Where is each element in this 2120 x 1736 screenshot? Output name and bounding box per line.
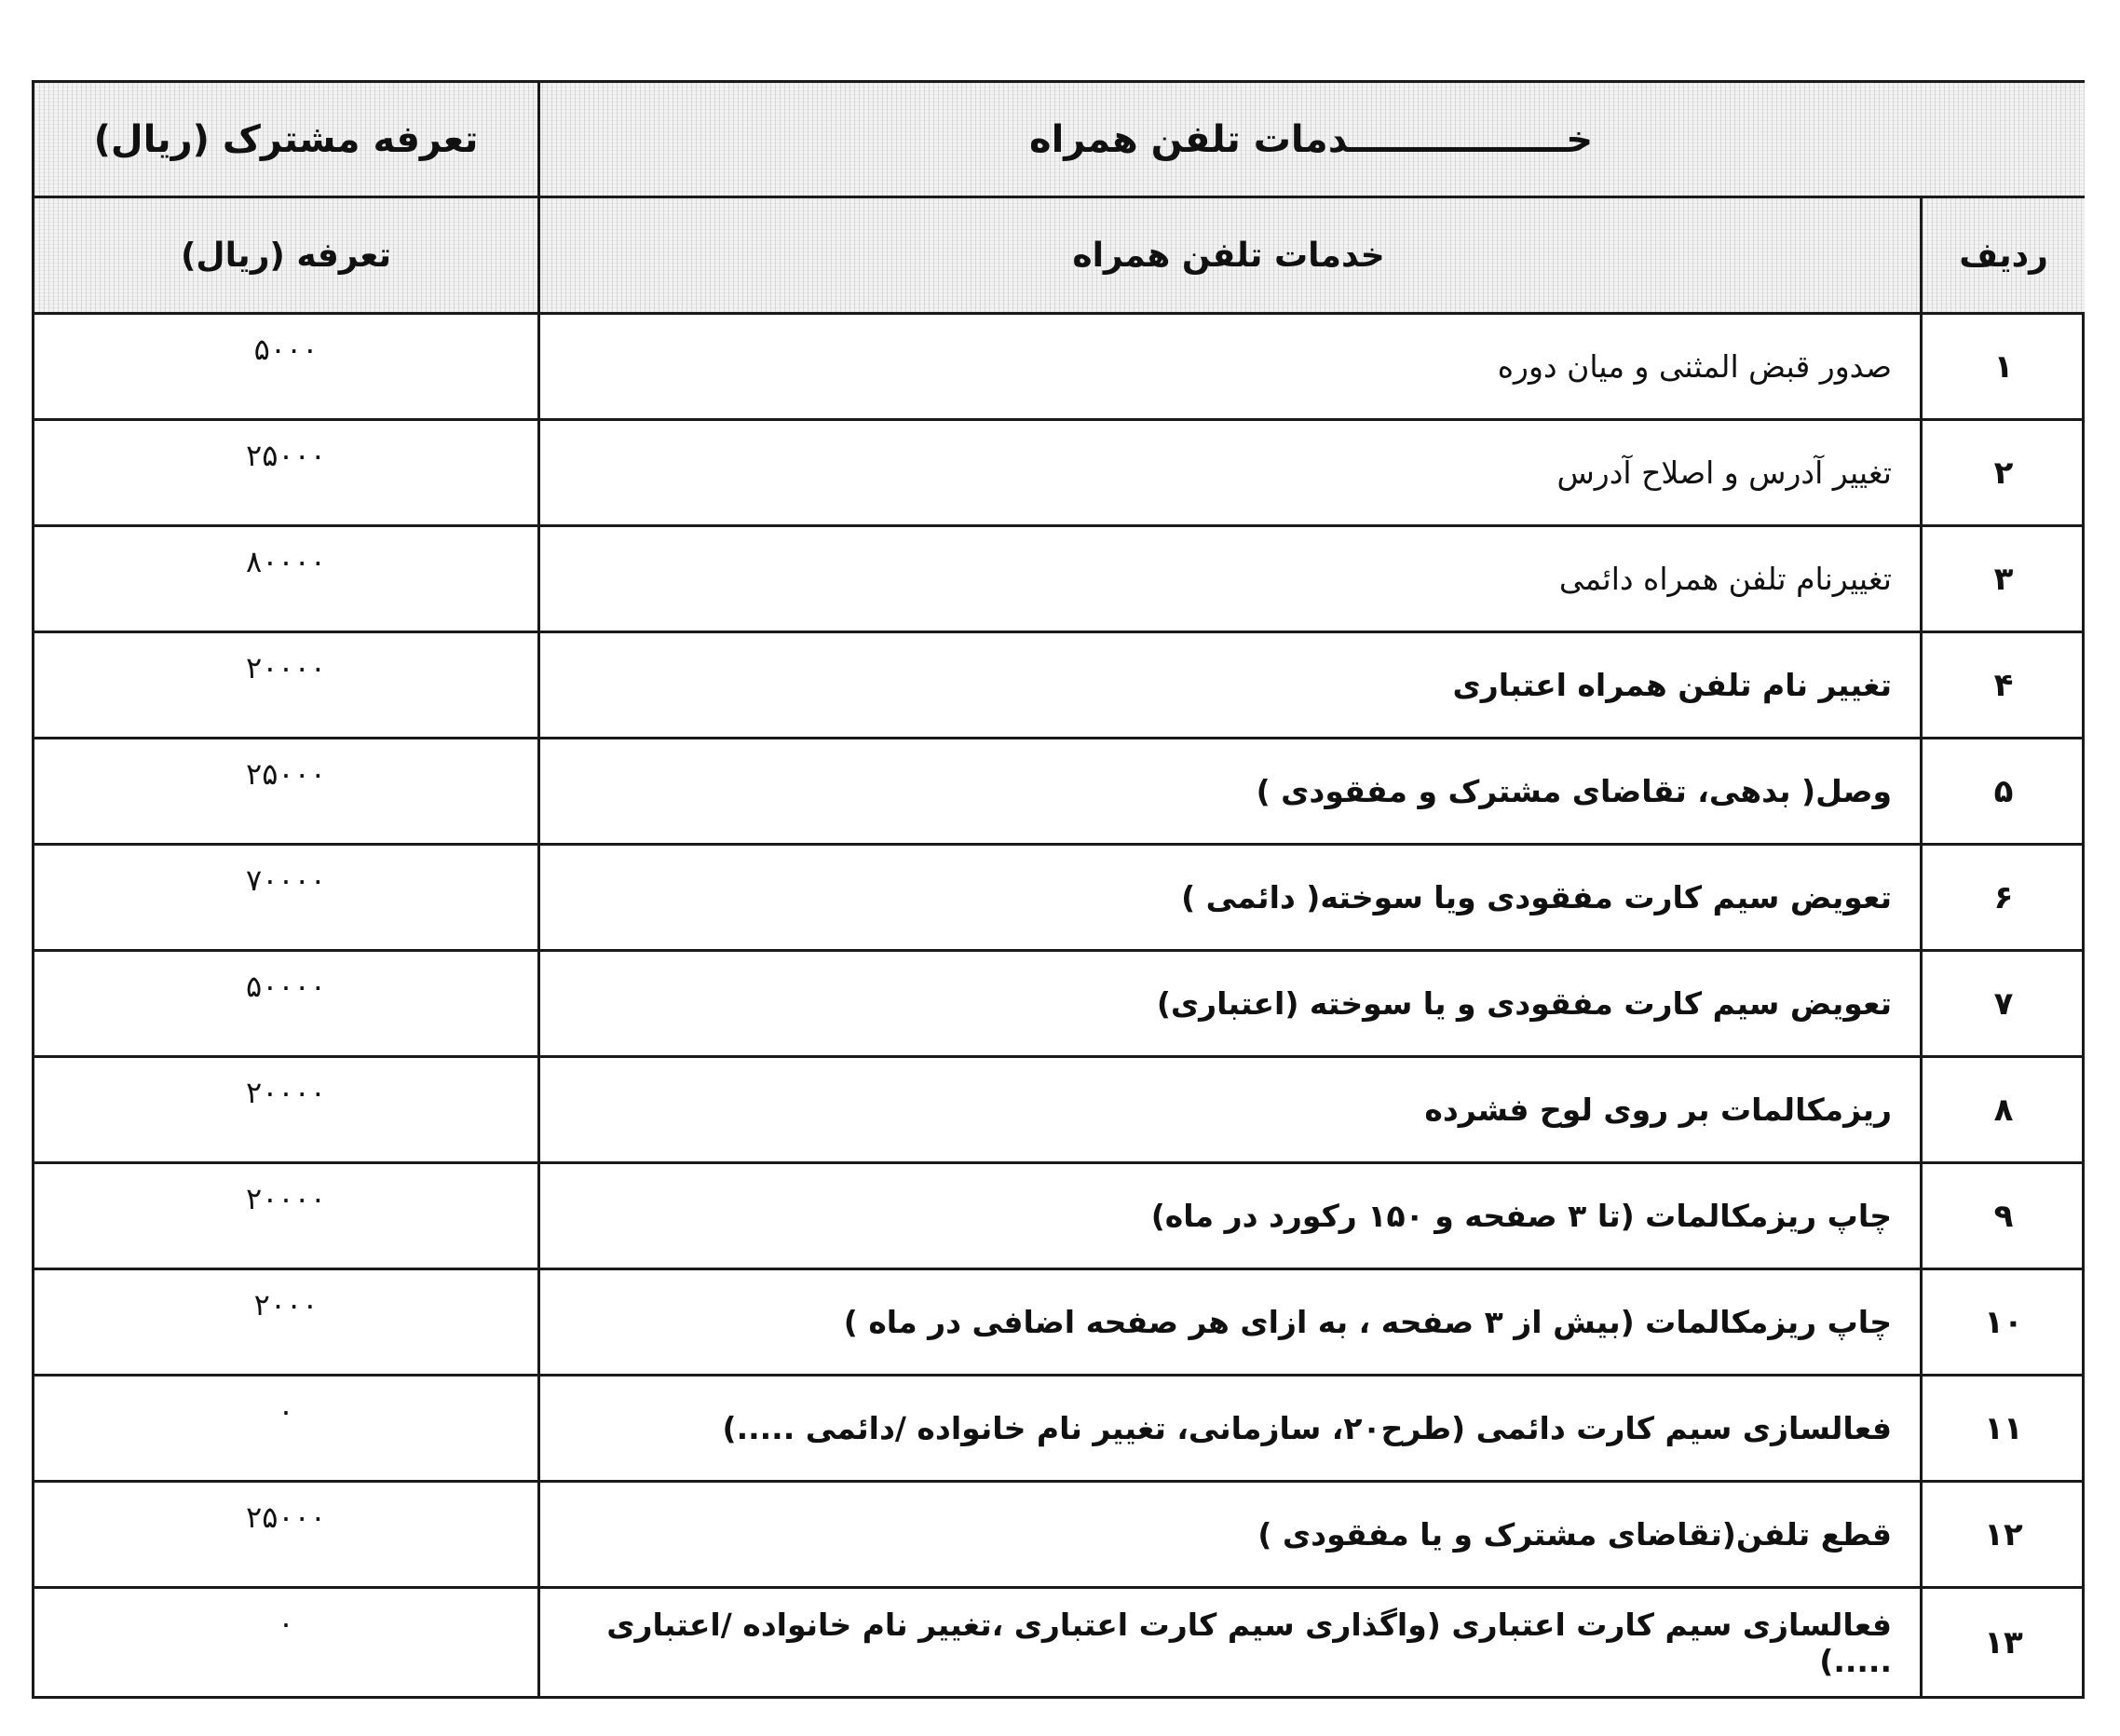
service-description: صدور قبض المثنی و میان دوره [1497,348,1892,385]
row-number: ۳ [1920,527,2085,631]
table-row [34,846,2082,952]
title-fee-cell [34,83,540,196]
table-row [34,527,2082,633]
fee-value: ۵۰۰۰ [34,315,540,418]
table-row [34,421,2082,527]
fee-value: ۲۵۰۰۰ [34,739,540,843]
title-service-cell [537,83,2085,196]
header-service-cell [537,198,1920,312]
service-description: چاپ ریزمکالمات (بیش از ۳ صفحه ، به ازای هر صفحه اضافی در ماه ) [843,1304,1892,1340]
fee-value: ۲۰۰۰۰ [34,1058,540,1161]
header-row-num-cell [1920,198,2085,312]
table-row [34,1270,2082,1377]
service-description: وصل( بدهی، تقاضای مشترک و مفقودی ) [1256,773,1892,809]
header-service: خدمات تلفن همراه [1072,236,1385,275]
table-row [34,1164,2082,1270]
service-description: چاپ ریزمکالمات (تا ۳ صفحه و ۱۵۰ رکورد در ماه) [1150,1198,1892,1234]
fee-value: ۸۰۰۰۰ [34,527,540,631]
row-number: ۱۰ [1920,1270,2085,1374]
service-description: تغییرنام تلفن همراه دائمی [1558,561,1892,597]
row-number: ۶ [1920,846,2085,949]
row-number: ۱۳ [1920,1589,2085,1697]
row-number: ۷ [1920,952,2085,1055]
row-number: ۹ [1920,1164,2085,1268]
table-row [34,952,2082,1058]
fee-value: ۷۰۰۰۰ [34,846,540,949]
row-number: ۴ [1920,633,2085,737]
table-row [34,1483,2082,1589]
fee-title: تعرفه مشترک (ریال) [93,117,479,161]
fee-value: ۵۰۰۰۰ [34,952,540,1055]
table-row [34,1058,2082,1164]
service-description: تغییر نام تلفن همراه اعتباری [1452,667,1892,703]
table-row [34,633,2082,739]
tariff-table [32,80,2085,1699]
service-description: فعالسازی سیم کارت دائمی (طرح۲۰، سازمانی، تغییر نام خانواده /دائمی .....) [722,1410,1892,1446]
header-row [34,198,2082,315]
table-row [34,315,2082,421]
service-description: تعویض سیم کارت مفقودی و یا سوخته (اعتباری) [1156,985,1892,1022]
table-row [34,1589,2082,1697]
service-description: ریزمکالمات بر روی لوح فشرده [1424,1092,1892,1128]
row-number: ۱ [1920,315,2085,418]
table-row [34,1377,2082,1483]
row-number: ۱۲ [1920,1483,2085,1586]
header-row-num: ردیف [1959,236,2048,275]
fee-value: ۲۵۰۰۰ [34,421,540,524]
fee-value: ۲۰۰۰۰ [34,633,540,737]
service-description: تعویض سیم کارت مفقودی ویا سوخته( دائمی ) [1181,879,1892,915]
row-number: ۱۱ [1920,1377,2085,1480]
title-row [34,83,2082,198]
fee-value: ۲۵۰۰۰ [34,1483,540,1586]
table-row [34,739,2082,846]
row-number: ۸ [1920,1058,2085,1161]
fee-value: ۰ [34,1377,540,1480]
fee-value: ۰ [34,1589,540,1697]
service-title: خـــــــــــــــــدمات تلفن همراه [1028,117,1594,161]
fee-value: ۲۰۰۰ [34,1270,540,1374]
service-description: قطع تلفن(تقاضای مشترک و یا مفقودی ) [1257,1516,1892,1553]
header-fee: تعرفه (ریال) [180,236,392,275]
service-description: فعالسازی سیم کارت اعتباری (واگذاری سیم کارت اعتباری ،تغییر نام خانواده /اعتباری .....) [606,1607,1892,1679]
row-number: ۲ [1920,421,2085,524]
service-description: تغییر آدرس و اصلاح آدرس [1556,454,1892,491]
header-fee-cell [34,198,540,312]
row-number: ۵ [1920,739,2085,843]
fee-value: ۲۰۰۰۰ [34,1164,540,1268]
